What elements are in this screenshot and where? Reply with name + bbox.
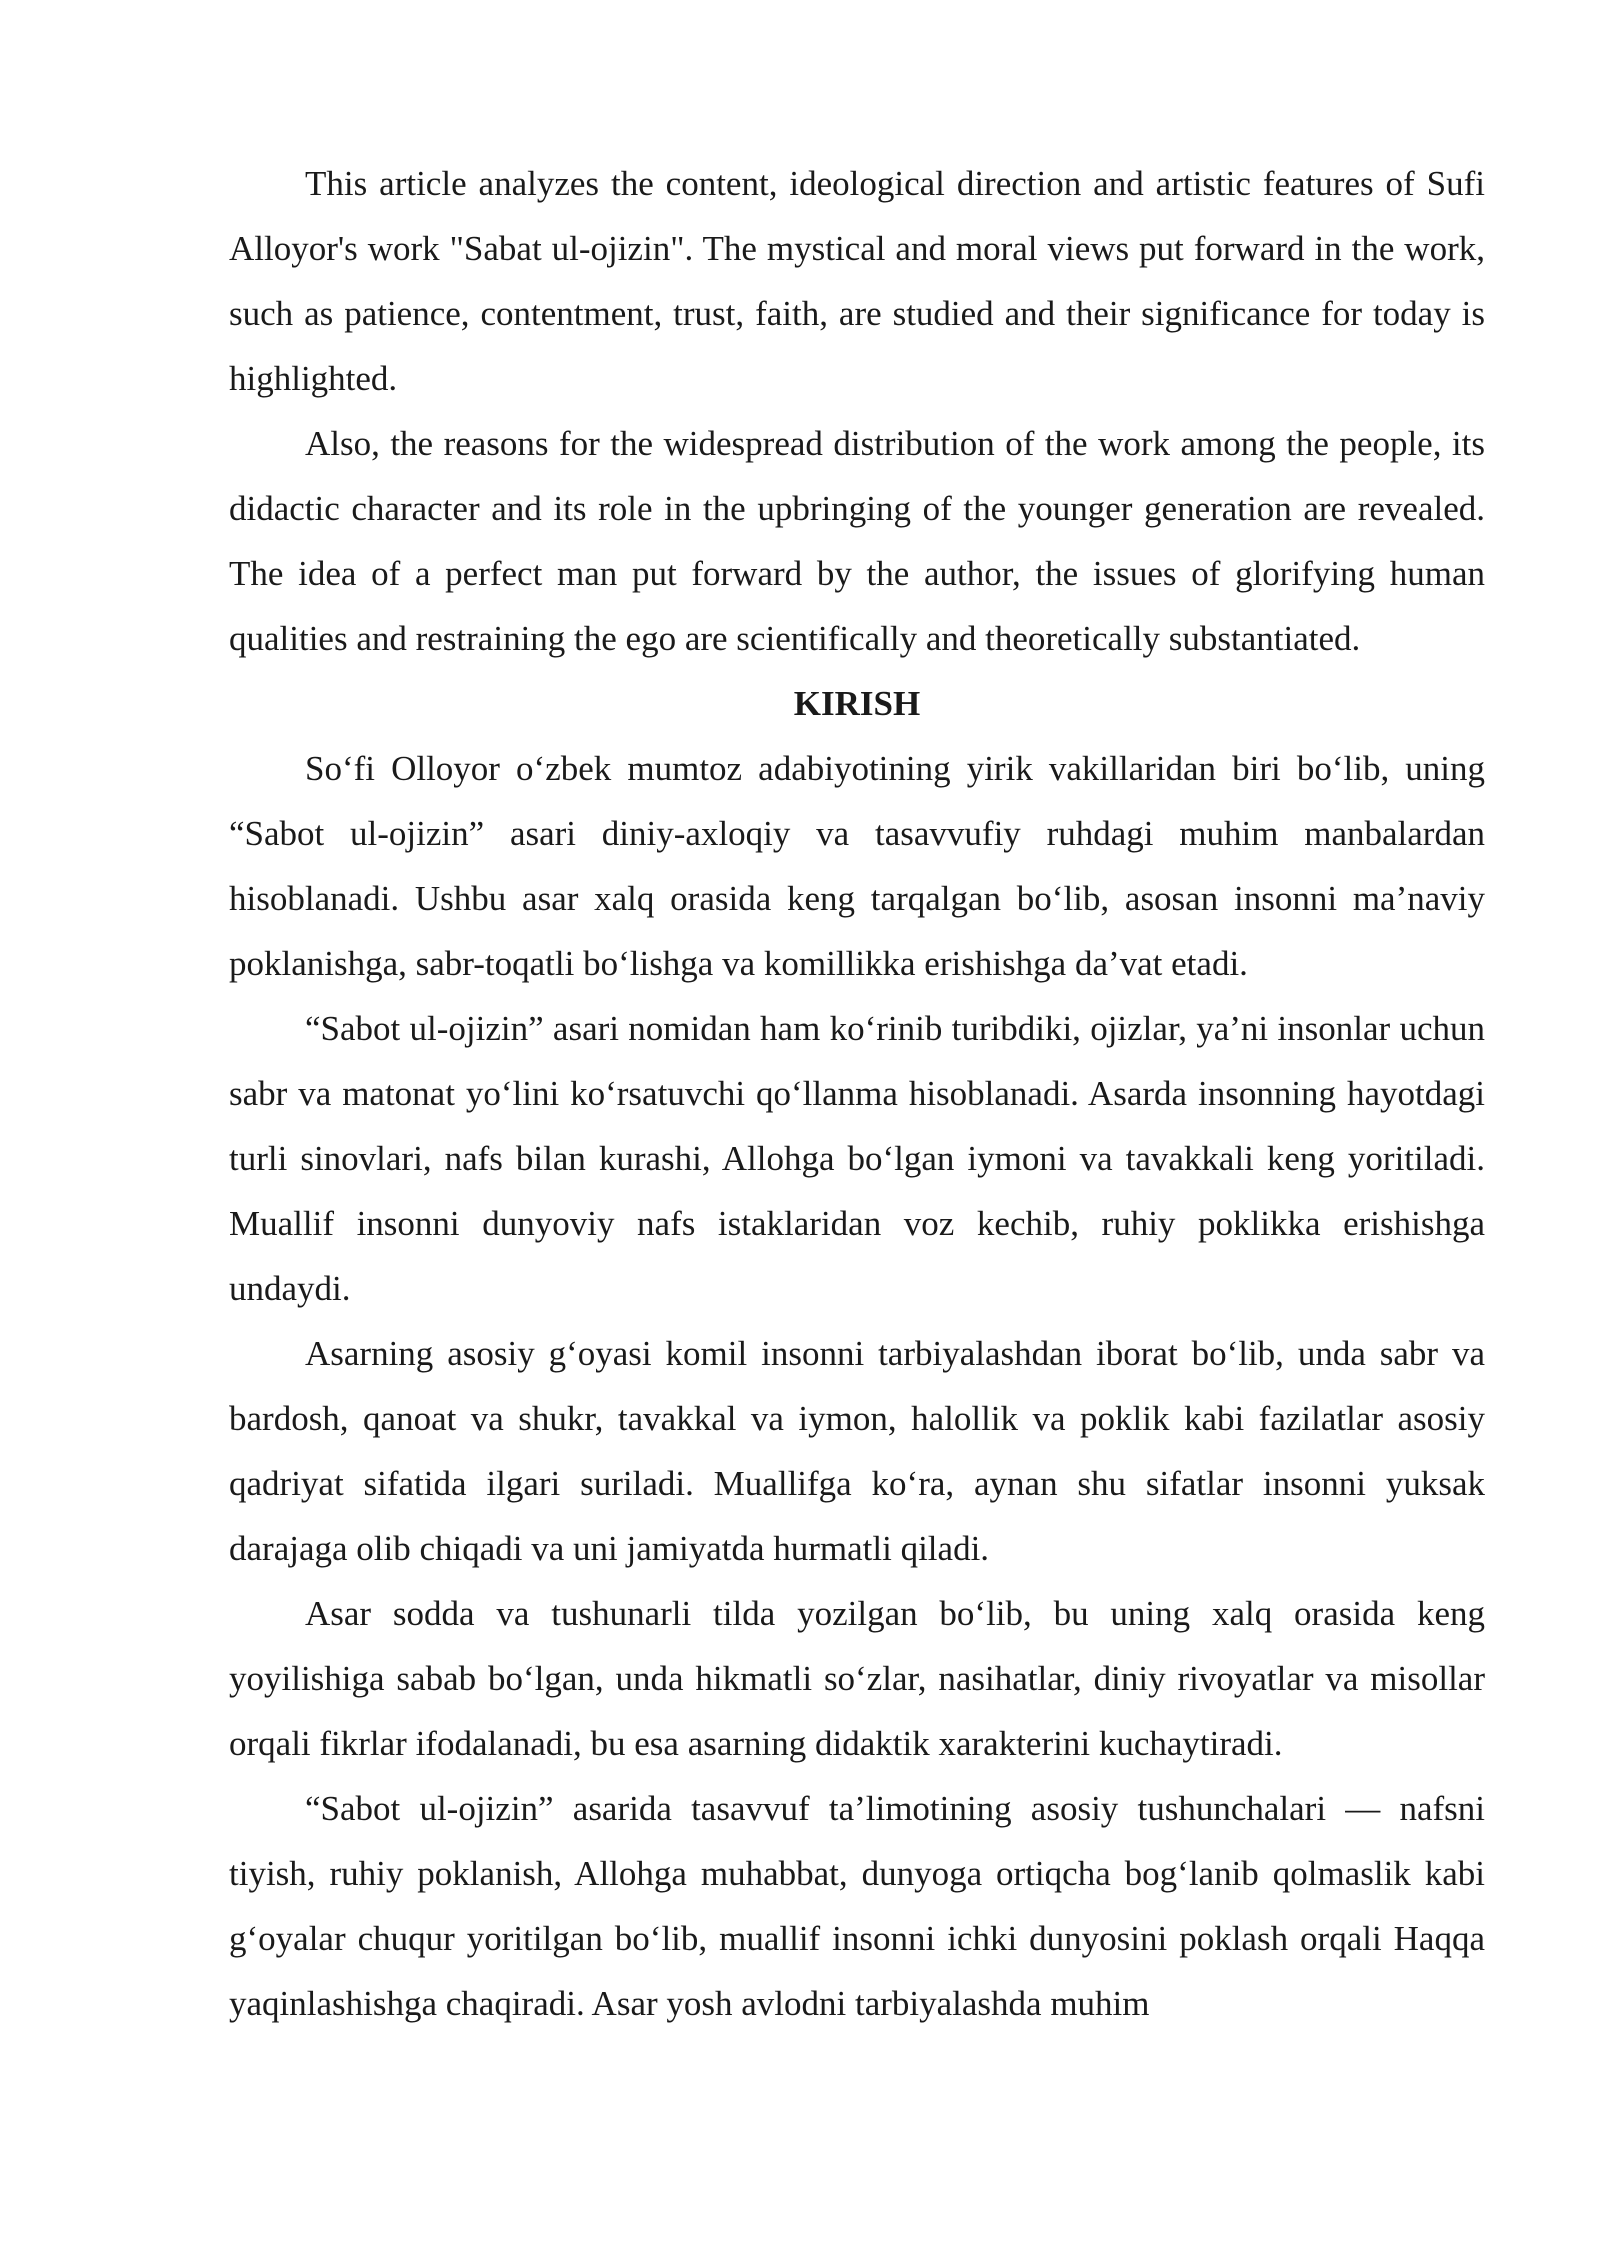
abstract-paragraph-1: This article analyzes the content, ideological direction and artistic features of Sufi Alloyor's work "Sabat ul-ojizin". The mystical and moral views put forward in the work, such as patience, contentment, trust, faith, are studied and their significance for today is highlighted. bbox=[229, 164, 1485, 398]
section-heading: KIRISH bbox=[793, 684, 921, 723]
body-paragraph-3: Asarning asosiy g‘oyasi komil insonni tarbiyalashdan iborat bo‘lib, unda sabr va bardosh, qanoat va shukr, tavakkal va iymon, halollik va poklik kabi fazilatlar asosiy qadriyat sifatida ilgari suriladi. Muallifga ko‘ra, aynan shu sifatlar insonni yuksak darajaga olib chiqadi va uni jamiyatda hurmatli qiladi. bbox=[229, 1334, 1485, 1568]
body-paragraph-4: Asar sodda va tushunarli tilda yozilgan bo‘lib, bu uning xalq orasida keng yoyilishiga sabab bo‘lgan, unda hikmatli so‘zlar, nasihatlar, diniy rivoyatlar va misollar orqali fikrlar ifodalanadi, bu esa asarning didaktik xarakterini kuchaytiradi. bbox=[229, 1594, 1485, 1763]
body-paragraph-2: “Sabot ul-ojizin” asari nomidan ham ko‘rinib turibdiki, ojizlar, ya’ni insonlar uchun sabr va matonat yo‘lini ko‘rsatuvchi qo‘llanma hisoblanadi. Asarda insonning hayotdagi turli sinovlari, nafs bilan kurashi, Allohga bo‘lgan iymoni va tavakkali keng yoritiladi. Muallif insonni dunyoviy nafs istaklaridan voz kechib, ruhiy poklikka erishishga undaydi. bbox=[229, 1009, 1485, 1308]
body-paragraph-5: “Sabot ul-ojizin” asarida tasavvuf ta’limotining asosiy tushunchalari — nafsni tiyish, ruhiy poklanish, Allohga muhabbat, dunyoga ortiqcha bog‘lanib qolmaslik kabi g‘oyalar chuqur yoritilgan bo‘lib, muallif insonni ichki dunyosini poklash orqali Haqqa yaqinlashishga chaqiradi. Asar yosh avlodni tarbiyalashda muhim bbox=[229, 1789, 1485, 2023]
document-page bbox=[229, 151, 1485, 2036]
abstract-paragraph-2: Also, the reasons for the widespread distribution of the work among the people, its didactic character and its role in the upbringing of the younger generation are revealed. The idea of a perfect man put forward by the author, the issues of glorifying human qualities and restraining the ego are scientifically and theoretically substantiated. bbox=[229, 424, 1485, 658]
body-paragraph-1: So‘fi Olloyor o‘zbek mumtoz adabiyotining yirik vakillaridan biri bo‘lib, uning “Sabot ul-ojizin” asari diniy-axloqiy va tasavvufiy ruhdagi muhim manbalardan hisoblanadi. Ushbu asar xalq orasida keng tarqalgan bo‘lib, asosan insonni ma’naviy poklanishga, sabr-toqatli bo‘lishga va komillikka erishishga da’vat etadi. bbox=[229, 749, 1485, 983]
